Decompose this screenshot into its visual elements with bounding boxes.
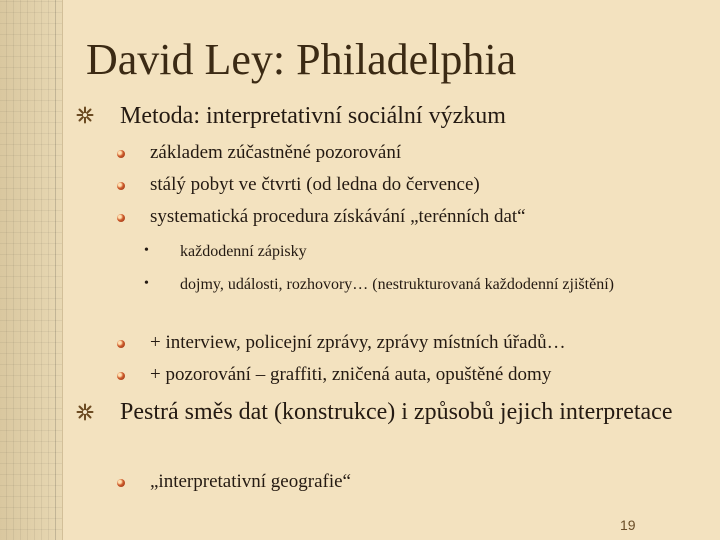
orange-dot-icon [117,340,125,348]
bullet-interpretativni-geografie: „interpretativní geografie“ [150,471,351,492]
asterisk-star-icon [76,403,94,421]
bullet-zakladem: základem zúčastněné pozorování [150,142,402,163]
bullet-dojmy: dojmy, události, rozhovory… (nestrukturovaná každodenní zjištění) [180,276,614,293]
bullet-staly-pobyt: stálý pobyt ve čtvrti (od ledna do července) [150,174,480,195]
asterisk-star-icon [76,106,94,124]
decorative-left-border [0,0,63,540]
bullet-pozorovani: + pozorování – graffiti, zničená auta, opuštěné domy [150,364,552,385]
bullet-systematicka: systematická procedura získávání „terénních dat“ [150,206,526,227]
orange-dot-icon [117,214,125,222]
slide-title: David Ley: Philadelphia [86,35,517,84]
bullet-interview: + interview, policejní zprávy, zprávy místních úřadů… [150,332,566,353]
bullet-dot-icon: • [144,276,149,291]
orange-dot-icon [117,479,125,487]
bullet-kazdodenni-zapisky: každodenní zápisky [180,243,307,260]
orange-dot-icon [117,372,125,380]
orange-dot-icon [117,150,125,158]
orange-dot-icon [117,182,125,190]
bullet-pestra-smes: Pestrá směs dat (konstrukce) i způsobů jejich interpretace [120,399,673,425]
bullet-dot-icon: • [144,243,149,258]
bullet-metoda: Metoda: interpretativní sociální výzkum [120,103,506,129]
page-number: 19 [620,517,636,533]
